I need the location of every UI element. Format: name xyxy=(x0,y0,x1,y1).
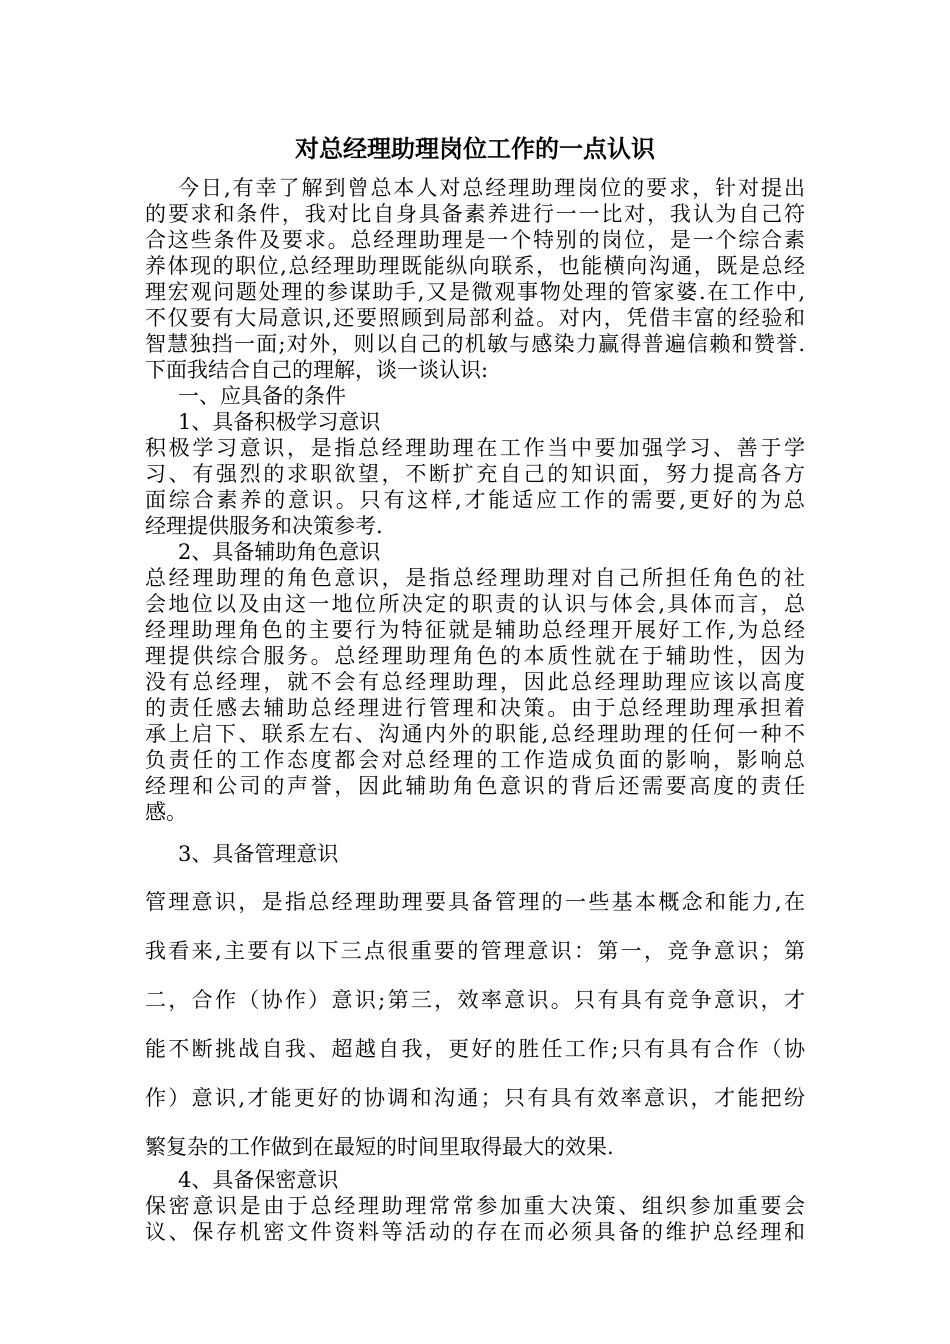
subsection-heading: 1、具备积极学习意识 xyxy=(178,410,381,434)
paragraph-line: 理宏观问题处理的参谋助手,又是微观事物处理的管家婆.在工作中, xyxy=(145,280,805,304)
paragraph-line: 作）意识,才能更好的协调和沟通；只有具有效率意识，才能把纷 xyxy=(145,1086,805,1110)
document-title: 对总经理助理岗位工作的一点认识 xyxy=(295,135,655,163)
paragraph-line: 的要求和条件，我对比自身具备素养进行一一比对，我认为自己符 xyxy=(145,202,805,226)
paragraph-line: 没有总经理，就不会有总经理助理，因此总经理助理应该以高度 xyxy=(145,670,805,694)
paragraph-line: 经理提供服务和决策参考. xyxy=(145,514,383,538)
paragraph-line: 感。 xyxy=(145,800,187,824)
paragraph-line: 承上启下、联系左右、沟通内外的职能,总经理助理的任何一种不 xyxy=(145,722,805,746)
paragraph-line: 能不断挑战自我、超越自我，更好的胜任工作;只有具有合作（协 xyxy=(145,1037,805,1061)
paragraph-line: 负责任的工作态度都会对总经理的工作造成负面的影响，影响总 xyxy=(145,748,805,772)
paragraph-line: 理提供综合服务。总经理助理角色的本质性就在于辅助性，因为 xyxy=(145,644,805,668)
paragraph-line: 议、保存机密文件资料等活动的存在而必须具备的维护总经理和 xyxy=(145,1220,805,1244)
paragraph-line: 积极学习意识，是指总经理助理在工作当中要加强学习、善于学 xyxy=(145,436,805,460)
paragraph-line: 智慧独挡一面;对外，则以自己的机敏与感染力赢得普遍信赖和赞誉. xyxy=(145,332,805,356)
paragraph-line: 的责任感去辅助总经理进行管理和决策。由于总经理助理承担着 xyxy=(145,696,805,720)
paragraph-line: 下面我结合自己的理解，谈一谈认识: xyxy=(145,358,489,382)
paragraph-line: 总经理助理的角色意识，是指总经理助理对自己所担任角色的社 xyxy=(145,566,805,590)
paragraph-line: 面综合素养的意识。只有这样,才能适应工作的需要,更好的为总 xyxy=(145,488,805,512)
paragraph-line: 经理和公司的声誉，因此辅助角色意识的背后还需要高度的责任 xyxy=(145,774,805,798)
paragraph-line: 我看来,主要有以下三点很重要的管理意识：第一，竞争意识；第 xyxy=(145,939,805,963)
paragraph-line: 繁复杂的工作做到在最短的时间里取得最大的效果. xyxy=(145,1135,614,1159)
paragraph-line: 养体现的职位,总经理助理既能纵向联系，也能横向沟通，既是总经 xyxy=(145,254,805,278)
paragraph-line: 经理助理角色的主要行为特征就是辅助总经理开展好工作,为总经 xyxy=(145,618,805,642)
subsection-heading: 4、具备保密意识 xyxy=(178,1168,339,1192)
paragraph-line: 保密意识是由于总经理助理常常参加重大决策、组织参加重要会 xyxy=(145,1194,805,1218)
paragraph-line: 二，合作（协作）意识;第三，效率意识。只有具有竞争意识，才 xyxy=(145,988,805,1012)
subsection-heading: 3、具备管理意识 xyxy=(178,842,339,866)
paragraph-line: 管理意识，是指总经理助理要具备管理的一些基本概念和能力,在 xyxy=(145,890,805,914)
paragraph-line: 会地位以及由这一地位所决定的职责的认识与体会,具体而言，总 xyxy=(145,592,805,616)
subsection-heading: 2、具备辅助角色意识 xyxy=(178,540,381,564)
paragraph-line: 今日,有幸了解到曾总本人对总经理助理岗位的要求，针对提出 xyxy=(178,176,805,200)
section-heading: 一、应具备的条件 xyxy=(178,384,346,408)
paragraph-line: 习、有强烈的求职欲望，不断扩充自己的知识面，努力提高各方 xyxy=(145,462,805,486)
paragraph-line: 合这些条件及要求。总经理助理是一个特别的岗位，是一个综合素 xyxy=(145,228,805,252)
paragraph-line: 不仅要有大局意识,还要照顾到局部利益。对内，凭借丰富的经验和 xyxy=(145,306,805,330)
